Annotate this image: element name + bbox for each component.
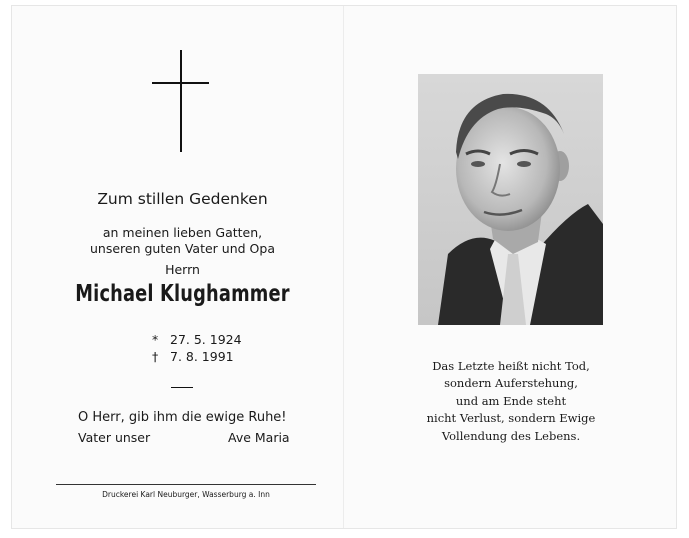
quote-line: Vollendung des Lebens.	[441, 428, 581, 443]
quote-line: sondern Auferstehung,	[444, 376, 578, 391]
portrait-photo	[418, 74, 603, 325]
deceased-name: Michael Klughammer	[75, 281, 290, 307]
footer-rule	[56, 484, 316, 485]
printer-credit: Druckerei Karl Neuburger, Wasserburg a. Inn	[102, 490, 270, 499]
honorific: Herrn	[165, 262, 200, 277]
quote-line: nicht Verlust, sondern Ewige	[426, 411, 596, 426]
prayer-line: O Herr, gib ihm die ewige Ruhe!	[78, 410, 287, 425]
prayer-vater-unser: Vater unser	[78, 430, 151, 445]
birth-symbol: *	[152, 332, 159, 347]
memorial-quote	[400, 358, 622, 445]
dedication-line-2: unseren guten Vater und Opa	[90, 241, 275, 256]
quote-line: und am Ende steht	[455, 393, 567, 408]
memorial-heading: Zum stillen Gedenken	[97, 190, 268, 208]
death-date: 7. 8. 1991	[170, 349, 234, 364]
birth-date: 27. 5. 1924	[170, 332, 242, 347]
card-fold	[343, 6, 344, 528]
divider-dash	[171, 387, 193, 388]
death-symbol: †	[152, 349, 159, 364]
dedication-line-1: an meinen lieben Gatten,	[102, 225, 263, 240]
prayer-ave-maria: Ave Maria	[228, 430, 290, 445]
quote-line: Das Letzte heißt nicht Tod,	[432, 359, 590, 373]
